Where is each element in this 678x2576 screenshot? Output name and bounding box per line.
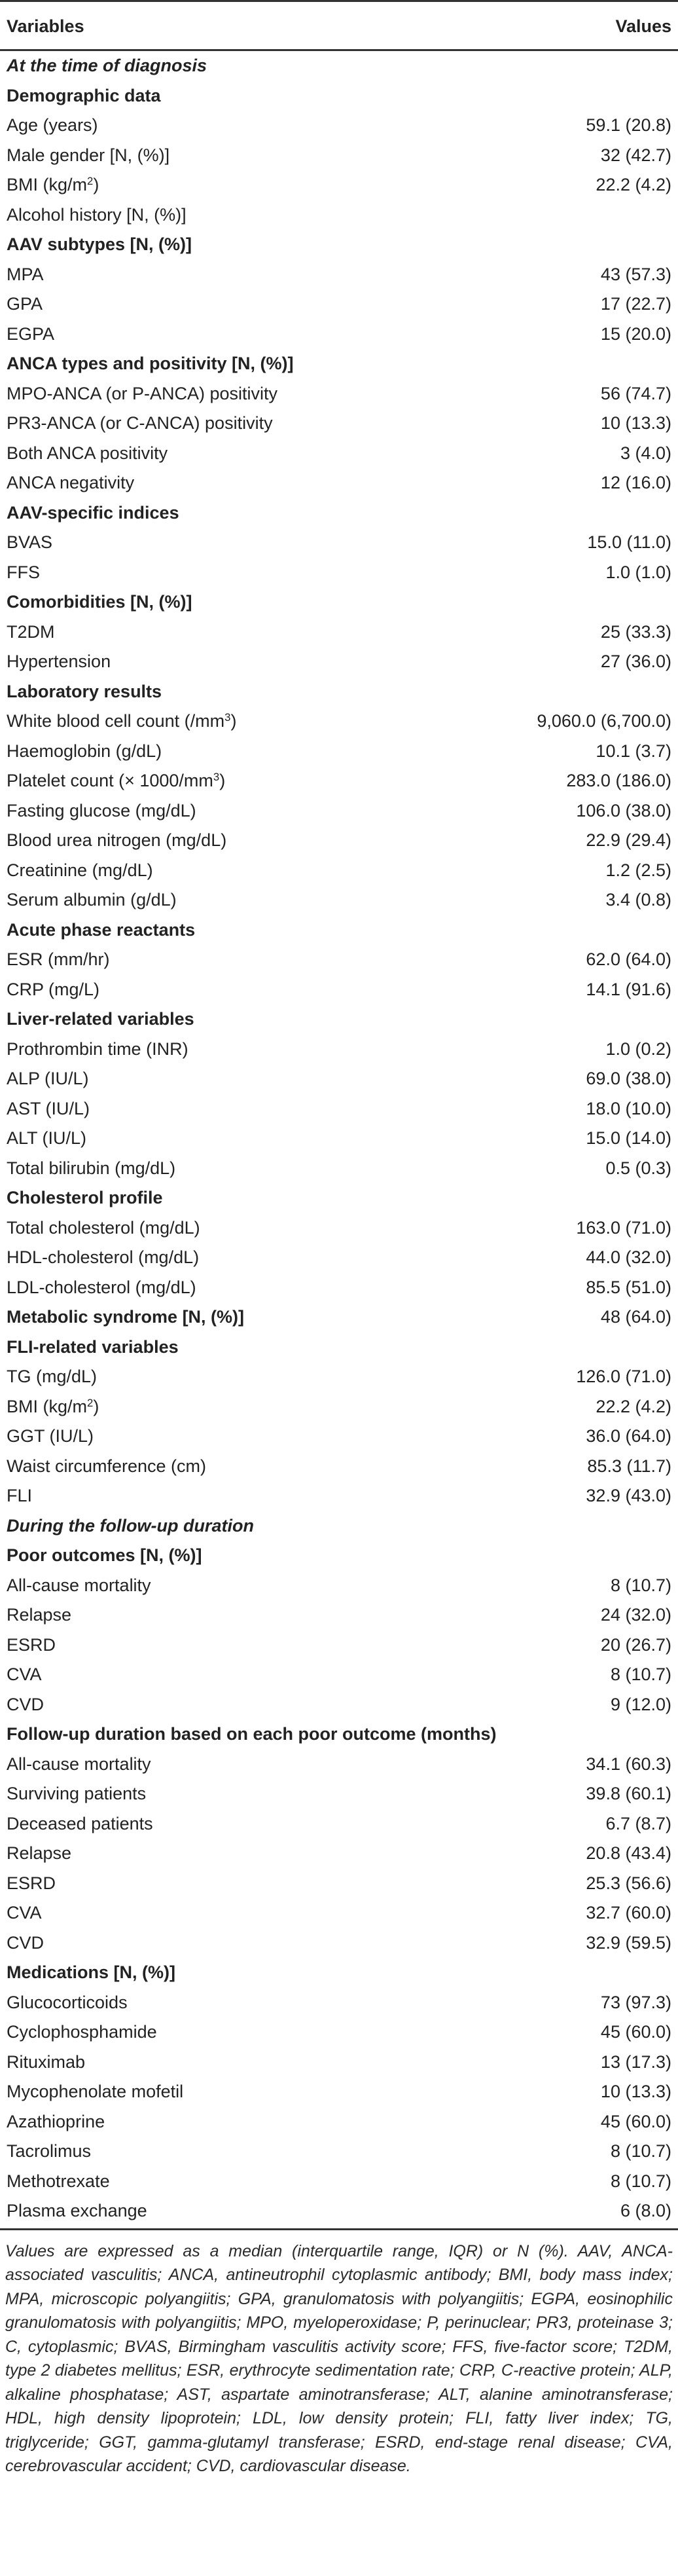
row-label-text: LDL-cholesterol (mg/dL) [7, 1277, 196, 1297]
row-label-suffix: ) [219, 771, 226, 791]
table-row [0, 439, 678, 469]
row-label-text: Demographic data [7, 85, 161, 105]
row-label-text: Total cholesterol (mg/dL) [7, 1217, 200, 1238]
row-value: 1.2 (2.5) [605, 860, 671, 880]
row-label-text: ANCA types and positivity [N, (%)] [7, 354, 294, 374]
row-label-text: Follow-up duration based on each poor outcome (months) [7, 1724, 497, 1744]
row-label-text: BVAS [7, 532, 53, 553]
row-label-text: Cyclophosphamide [7, 2022, 157, 2042]
section-heading-row [0, 587, 678, 617]
section-heading-row [0, 1333, 678, 1363]
row-label-text: All-cause mortality [7, 1754, 151, 1774]
row-label-text: During the follow-up duration [7, 1515, 254, 1536]
table-row [0, 260, 678, 290]
table-row [0, 1630, 678, 1661]
row-label [7, 1904, 42, 1922]
row-label-text: Waist circumference (cm) [7, 1456, 207, 1476]
section-heading-row [0, 677, 678, 707]
row-label [7, 2202, 147, 2220]
row-label [7, 1338, 179, 1356]
row-label [7, 1934, 44, 1952]
row-label [7, 117, 98, 134]
row-value: 20 (26.7) [600, 1634, 671, 1655]
row-label-text: Tacrolimus [7, 2141, 92, 2162]
table-row [0, 320, 678, 350]
section-heading-row [0, 498, 678, 528]
row-label [7, 1725, 497, 1743]
row-label [7, 1070, 89, 1088]
row-label [7, 1606, 71, 1624]
row-value: 34.1 (60.3) [586, 1754, 671, 1774]
row-label-text: Comorbidities [N, (%)] [7, 592, 192, 612]
row-label-text: T2DM [7, 621, 55, 642]
row-label-suffix: ) [93, 1396, 99, 1416]
row-label-text: Liver-related variables [7, 1009, 194, 1029]
row-value: 10 (13.3) [600, 413, 671, 433]
row-label-text: Metabolic syndrome [N, (%)] [7, 1307, 245, 1327]
row-label [7, 1487, 32, 1505]
row-value: 73 (97.3) [600, 1992, 671, 2012]
row-label-text: At the time of diagnosis [7, 56, 207, 76]
table-row [0, 766, 678, 796]
row-label [7, 1249, 199, 1266]
table-row [0, 1094, 678, 1124]
row-label [7, 206, 187, 224]
row-label [7, 1517, 254, 1535]
row-value: 32 (42.7) [600, 145, 671, 165]
table-row [0, 528, 678, 558]
row-label-text: CVA [7, 1903, 42, 1923]
row-label-text: Glucocorticoids [7, 1992, 128, 2012]
row-value: 22.9 (29.4) [586, 830, 671, 851]
table-row [0, 558, 678, 588]
row-label-text: TG (mg/dL) [7, 1367, 98, 1387]
table-row [0, 1422, 678, 1452]
table-row [0, 379, 678, 409]
row-value: 24 (32.0) [600, 1605, 671, 1625]
row-label-text: All-cause mortality [7, 1575, 151, 1595]
row-label-text: FLI-related variables [7, 1336, 179, 1357]
row-label-text: ESRD [7, 1873, 56, 1893]
row-label [7, 951, 110, 968]
table-row [0, 647, 678, 677]
row-value: 18.0 (10.0) [586, 1098, 671, 1118]
table-row [0, 1064, 678, 1094]
table-row [0, 1809, 678, 1839]
row-value: 62.0 (64.0) [586, 949, 671, 970]
row-label [7, 1964, 175, 1981]
row-value: 43 (57.3) [600, 264, 671, 284]
row-label-superscript: 3 [224, 711, 231, 724]
row-label [7, 1845, 71, 1862]
row-label [7, 712, 236, 730]
row-label-text: Prothrombin time (INR) [7, 1039, 188, 1059]
table-row [0, 826, 678, 856]
row-label [7, 1160, 175, 1177]
row-label-text: EGPA [7, 323, 55, 344]
row-label-text: Relapse [7, 1605, 72, 1625]
row-value: 10 (13.3) [600, 2082, 671, 2102]
row-value: 17 (22.7) [600, 294, 671, 314]
row-value: 45 (60.0) [600, 2022, 671, 2042]
table-row [0, 170, 678, 200]
table-header [0, 0, 678, 51]
table-row [0, 885, 678, 915]
row-label-superscript: 3 [213, 771, 220, 784]
row-value: 85.5 (51.0) [586, 1277, 671, 1297]
row-label [7, 1815, 153, 1833]
row-value: 14.1 (91.6) [586, 979, 671, 999]
row-value: 163.0 (71.0) [576, 1217, 671, 1238]
table-row [0, 289, 678, 320]
row-label [7, 385, 277, 403]
row-label [7, 1040, 188, 1058]
table-row [0, 1571, 678, 1601]
section-heading-row [0, 1004, 678, 1035]
row-label-text: Blood urea nitrogen (mg/dL) [7, 830, 227, 851]
row-value: 32.7 (60.0) [586, 1903, 671, 1923]
row-label-text: AAV-specific indices [7, 502, 179, 523]
section-heading-row [0, 1958, 678, 1988]
row-label [7, 1577, 151, 1594]
row-value: 32.9 (59.5) [586, 1932, 671, 1953]
table-row [0, 409, 678, 439]
section-heading-row [0, 1541, 678, 1571]
table-row [0, 1839, 678, 1869]
table-row [0, 141, 678, 171]
table-row [0, 111, 678, 141]
row-label-text: ESRD [7, 1634, 56, 1655]
row-label-text: Relapse [7, 1843, 72, 1864]
table-footnote [0, 2228, 678, 2478]
row-value: 283.0 (186.0) [566, 771, 671, 791]
row-label-text: CVD [7, 1694, 45, 1714]
row-value: 1.0 (0.2) [605, 1039, 671, 1059]
row-label [7, 474, 134, 492]
row-label [7, 653, 111, 671]
row-value: 48 (64.0) [600, 1307, 671, 1327]
table-row [0, 1928, 678, 1959]
row-label [7, 1279, 196, 1297]
row-value: 20.8 (43.4) [586, 1843, 671, 1864]
row-value: 126.0 (71.0) [576, 1367, 671, 1387]
row-label [7, 57, 207, 75]
row-label [7, 832, 226, 849]
row-value: 36.0 (64.0) [586, 1426, 671, 1446]
table-row [0, 1243, 678, 1273]
table-row [0, 1481, 678, 1511]
table-row [0, 1690, 678, 1720]
group-heading-row [0, 1511, 678, 1541]
table-row [0, 1660, 678, 1690]
row-label [7, 325, 54, 343]
table-row [0, 200, 678, 230]
table-row [0, 1154, 678, 1184]
table-row [0, 2137, 678, 2167]
row-value: 106.0 (38.0) [576, 800, 671, 820]
row-label-text: Platelet count (× 1000/mm [7, 771, 213, 791]
row-label-text: Medications [N, (%)] [7, 1962, 176, 1983]
row-value: 8 (10.7) [610, 2141, 671, 2162]
table-row [0, 468, 678, 498]
row-value: 45 (60.0) [600, 2111, 671, 2131]
table-row [0, 1392, 678, 1422]
row-value: 15 (20.0) [600, 323, 671, 344]
row-label-suffix: ) [93, 175, 99, 195]
row-label [7, 1547, 202, 1564]
row-value: 59.1 (20.8) [586, 115, 671, 136]
row-label [7, 2173, 110, 2190]
row-label-text: AAV subtypes [N, (%)] [7, 234, 192, 255]
row-value: 3 (4.0) [620, 443, 671, 463]
row-label [7, 2053, 85, 2071]
row-value: 85.3 (11.7) [587, 1456, 671, 1476]
row-label [7, 2143, 91, 2160]
row-label-text: White blood cell count (/mm [7, 711, 225, 731]
row-value: 12 (16.0) [600, 473, 671, 493]
row-value: 15.0 (14.0) [586, 1128, 671, 1149]
table-row [0, 2196, 678, 2226]
row-label-text: HDL-cholesterol (mg/dL) [7, 1247, 200, 1268]
row-label-superscript: 2 [87, 1396, 94, 1409]
table-row [0, 1750, 678, 1780]
table-row [0, 975, 678, 1005]
row-value: 69.0 (38.0) [586, 1069, 671, 1089]
row-label [7, 564, 40, 581]
row-value: 39.8 (60.1) [586, 1784, 671, 1804]
row-label-text: GGT (IU/L) [7, 1426, 94, 1446]
table-row [0, 737, 678, 767]
row-value: 9,060.0 (6,700.0) [537, 711, 671, 731]
table-row [0, 1273, 678, 1303]
row-label [7, 1427, 94, 1445]
row-label-text: Alcohol history [N, (%)] [7, 204, 187, 225]
row-label-text: PR3-ANCA (or C-ANCA) positivity [7, 413, 273, 433]
row-label-text: Both ANCA positivity [7, 443, 168, 463]
row-value: 0.5 (0.3) [605, 1158, 671, 1178]
header-values: Values [615, 16, 671, 36]
table-row [0, 2017, 678, 2048]
row-label-text: Fasting glucose (mg/dL) [7, 800, 196, 820]
row-label-text: MPA [7, 264, 44, 284]
row-label [7, 891, 177, 909]
row-label-text: CVD [7, 1932, 45, 1953]
table-row [0, 2167, 678, 2197]
row-value: 3.4 (0.8) [605, 890, 671, 910]
table-body [0, 51, 678, 2226]
row-label [7, 2083, 183, 2101]
row-label [7, 87, 161, 105]
table-row [0, 2077, 678, 2107]
table-row [0, 796, 678, 826]
table-row [0, 617, 678, 648]
table-row [0, 856, 678, 886]
row-label-text: Mycophenolate mofetil [7, 2082, 184, 2102]
row-value: 25.3 (56.6) [586, 1873, 671, 1893]
row-label-text: ALP (IU/L) [7, 1069, 89, 1089]
row-label-text: CRP (mg/L) [7, 979, 100, 999]
row-label [7, 414, 273, 432]
row-value: 8 (10.7) [610, 2171, 671, 2191]
row-value: 6 (8.0) [620, 2201, 671, 2221]
row-value: 25 (33.3) [600, 621, 671, 642]
row-label [7, 743, 162, 760]
section-heading-row [0, 1720, 678, 1750]
row-label-text: Poor outcomes [N, (%)] [7, 1545, 202, 1566]
row-label [7, 1368, 97, 1386]
row-label [7, 1398, 99, 1416]
row-label [7, 1100, 90, 1118]
section-heading-row [0, 1302, 678, 1333]
row-label-text: Total bilirubin (mg/dL) [7, 1158, 176, 1178]
row-label-text: AST (IU/L) [7, 1098, 90, 1118]
row-label-superscript: 2 [87, 175, 94, 188]
row-label-text: Male gender [N, (%)] [7, 145, 170, 165]
section-heading-row [0, 915, 678, 946]
row-value: 32.9 (43.0) [586, 1486, 671, 1506]
row-label [7, 1994, 128, 2012]
row-label-text: Creatinine (mg/dL) [7, 860, 153, 880]
row-value: 22.2 (4.2) [596, 1396, 671, 1416]
section-heading-row [0, 230, 678, 260]
row-label [7, 1308, 244, 1326]
row-value: 44.0 (32.0) [586, 1247, 671, 1268]
row-label [7, 1130, 86, 1147]
row-label [7, 2023, 157, 2041]
row-label-text: Acute phase reactants [7, 919, 196, 940]
table-row [0, 1362, 678, 1392]
row-label [7, 1666, 42, 1684]
row-label-text: BMI (kg/m [7, 1396, 88, 1416]
row-label-text: Rituximab [7, 2052, 86, 2072]
row-label-text: Hypertension [7, 652, 111, 672]
row-label-text: Deceased patients [7, 1813, 153, 1833]
row-value: 27 (36.0) [600, 652, 671, 672]
row-label-text: Cholesterol profile [7, 1188, 163, 1208]
row-value: 15.0 (11.0) [587, 532, 671, 553]
row-label-text: Laboratory results [7, 681, 162, 701]
row-label-text: Surviving patients [7, 1784, 147, 1804]
row-label-text: Age (years) [7, 115, 98, 136]
row-value: 1.0 (1.0) [605, 562, 671, 582]
row-label [7, 623, 55, 641]
row-label [7, 921, 195, 939]
row-label [7, 1458, 206, 1475]
row-label-text: BMI (kg/m [7, 175, 88, 195]
row-label [7, 295, 43, 313]
table-row [0, 1898, 678, 1928]
row-value: 6.7 (8.7) [605, 1813, 671, 1833]
row-label-text: ANCA negativity [7, 473, 135, 493]
row-label [7, 981, 99, 999]
row-label [7, 534, 52, 551]
row-label [7, 862, 153, 879]
row-label [7, 683, 162, 701]
row-label [7, 147, 170, 164]
row-label [7, 1189, 163, 1207]
table-row [0, 707, 678, 737]
row-label [7, 1219, 200, 1237]
row-label-text: Azathioprine [7, 2111, 105, 2131]
row-value: 56 (74.7) [600, 383, 671, 403]
row-label-text: ALT (IU/L) [7, 1128, 87, 1149]
group-heading-row [0, 51, 678, 81]
row-value: 22.2 (4.2) [596, 175, 671, 195]
table-row [0, 2107, 678, 2137]
section-heading-row [0, 349, 678, 379]
row-label [7, 593, 192, 611]
header-variables: Variables [7, 16, 84, 36]
table-row [0, 1779, 678, 1809]
section-heading-row [0, 1183, 678, 1213]
table-row [0, 1213, 678, 1243]
row-label [7, 1756, 151, 1773]
row-label-text: Haemoglobin (g/dL) [7, 741, 162, 761]
row-label [7, 445, 168, 462]
row-label-text: Plasma exchange [7, 2201, 147, 2221]
row-label [7, 772, 225, 790]
row-label [7, 355, 294, 373]
row-value: 8 (10.7) [610, 1575, 671, 1595]
row-label [7, 1785, 146, 1803]
table-row [0, 1988, 678, 2018]
row-label [7, 1696, 44, 1714]
table-row [0, 1869, 678, 1899]
table-row [0, 945, 678, 975]
row-label-text: Serum albumin (g/dL) [7, 890, 177, 910]
row-value: 9 (12.0) [610, 1694, 671, 1714]
row-label [7, 802, 196, 820]
table-row [0, 2048, 678, 2078]
row-label [7, 1636, 56, 1654]
table-row [0, 1035, 678, 1065]
row-label [7, 2113, 105, 2131]
table-row [0, 1600, 678, 1630]
row-label [7, 1010, 194, 1028]
row-label-text: ESR (mm/hr) [7, 949, 110, 970]
row-label [7, 504, 179, 522]
row-label-text: GPA [7, 294, 43, 314]
row-label [7, 1875, 56, 1892]
row-label [7, 236, 192, 253]
row-label [7, 266, 44, 284]
row-label-text: Methotrexate [7, 2171, 110, 2191]
table-row [0, 1124, 678, 1154]
row-value: 8 (10.7) [610, 1665, 671, 1685]
table-row [0, 1452, 678, 1482]
section-heading-row [0, 81, 678, 111]
row-label-text: MPO-ANCA (or P-ANCA) positivity [7, 383, 278, 403]
row-value: 13 (17.3) [600, 2052, 671, 2072]
row-label-text: FLI [7, 1486, 33, 1506]
row-value: 10.1 (3.7) [596, 741, 671, 761]
row-label [7, 176, 99, 194]
row-label-text: FFS [7, 562, 40, 582]
row-label-suffix: ) [230, 711, 237, 731]
row-label-text: CVA [7, 1665, 42, 1685]
footnote-text: Values are expressed as a median (interquartile range, IQR) or N (%). AAV, ANCA-associated vasculitis; ANCA, antineutrophil cytoplasmic antibody; BMI, body mass index; MPA, microscopic polyangiitis; GPA, granulomatosis with polyangiitis; EGPA, eosinophilic granulomatosis with polyangiitis; MPO, myeloperoxidase; P, perinuclear; PR3, proteinase 3; C, cytoplasmic; BVAS, Birmingham vasculitis activity score; FFS, five-factor score; T2DM, type 2 diabetes mellitus; ESR, erythrocyte sedimentation rate; CRP, C-reactive protein; ALP, alkaline phosphatase; AST, aspartate aminotransferase; ALT, alanine aminotransferase; HDL, high density lipoprotein; LDL, low density protein; FLI, fatty liver index; TG, triglyceride; GGT, gamma-glutamyl transferase; ESRD, end-stage renal disease; CVA, cerebrovascular accident; CVD, cardiovascular disease. [5, 2241, 673, 2475]
